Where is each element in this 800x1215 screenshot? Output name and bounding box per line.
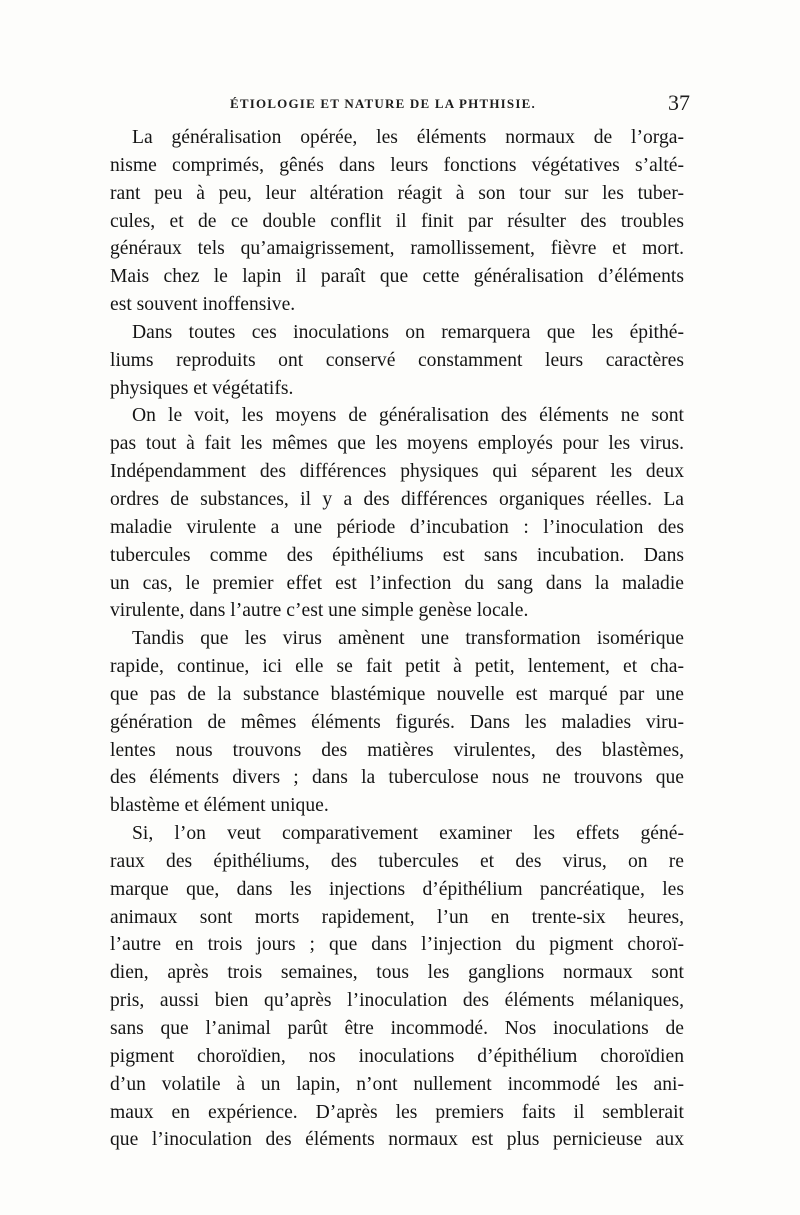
text-line: pigment choroïdien, nos inoculations d’épithélium choroïdien bbox=[110, 1045, 684, 1067]
text-line: maladie virulente a une période d’incubation : l’inoculation des bbox=[110, 516, 684, 538]
text-line: que l’inoculation des éléments normaux est plus pernicieuse aux bbox=[110, 1129, 684, 1151]
text-line: généraux tels qu’amaigrissement, ramollissement, fièvre et mort. bbox=[110, 238, 684, 260]
text-line: Tandis que les virus amènent une transformation isomérique bbox=[132, 628, 684, 650]
text-line: nisme comprimés, gênés dans leurs fonctions végétatives s’alté- bbox=[110, 154, 684, 176]
text-line: génération de mêmes éléments figurés. Dans les maladies viru- bbox=[110, 711, 684, 733]
text-line: physiques et végétatifs. bbox=[110, 377, 294, 399]
text-line: est souvent inoffensive. bbox=[110, 294, 296, 316]
text-line: raux des épithéliums, des tubercules et des virus, on re bbox=[110, 850, 684, 872]
text-line: pris, aussi bien qu’après l’inoculation des éléments mélaniques, bbox=[110, 990, 684, 1012]
text-line: On le voit, les moyens de généralisation des éléments ne sont bbox=[132, 405, 684, 427]
text-line: que pas de la substance blastémique nouvelle est marqué par une bbox=[110, 683, 684, 705]
text-line: animaux sont morts rapidement, l’un en trente-six heures, bbox=[110, 906, 684, 928]
text-line: rapide, continue, ici elle se fait petit à petit, lentement, et cha- bbox=[110, 656, 684, 678]
text-line: pas tout à fait les mêmes que les moyens employés pour les virus. bbox=[110, 433, 684, 455]
text-line: des éléments divers ; dans la tuberculose nous ne trouvons que bbox=[110, 767, 684, 789]
text-line: marque que, dans les injections d’épithélium pancréatique, les bbox=[110, 878, 684, 900]
text-line: Indépendamment des différences physiques qui séparent les deux bbox=[110, 461, 684, 483]
body-text bbox=[110, 124, 684, 1154]
running-head bbox=[110, 90, 690, 120]
text-line: blastème et élément unique. bbox=[110, 795, 329, 817]
text-line: cules, et de ce double conflit il finit par résulter des troubles bbox=[110, 210, 684, 232]
page-number: 37 bbox=[668, 90, 690, 115]
text-line: ordres de substances, il y a des différences organiques réelles. La bbox=[110, 488, 684, 510]
text-line: tubercules comme des épithéliums est sans incubation. Dans bbox=[110, 544, 684, 566]
text-line: sans que l’animal parût être incommodé. Nos inoculations de bbox=[110, 1018, 684, 1039]
text-line: d’un volatile à un lapin, n’ont nullement incommodé les ani- bbox=[110, 1073, 684, 1095]
text-line: virulente, dans l’autre c’est une simple genèse locale. bbox=[110, 600, 529, 622]
text-line: Dans toutes ces inoculations on remarquera que les épithé- bbox=[132, 321, 684, 343]
text-line: dien, après trois semaines, tous les ganglions normaux sont bbox=[110, 962, 684, 984]
text-line: l’autre en trois jours ; que dans l’injection du pigment choroï- bbox=[110, 934, 684, 956]
text-line: liums reproduits ont conservé constamment leurs caractères bbox=[110, 349, 684, 371]
text-line: Si, l’on veut comparativement examiner les effets géné- bbox=[132, 823, 684, 845]
text-line: un cas, le premier effet est l’infection du sang dans la maladie bbox=[110, 572, 684, 594]
running-title: ÉTIOLOGIE ET NATURE DE LA PHTHISIE. bbox=[230, 96, 536, 111]
text-line: rant peu à peu, leur altération réagit à son tour sur les tuber- bbox=[110, 182, 684, 204]
text-line: lentes nous trouvons des matières virulentes, des blastèmes, bbox=[110, 739, 684, 761]
text-line: maux en expérience. D’après les premiers faits il semblerait bbox=[110, 1101, 684, 1123]
text-line: La généralisation opérée, les éléments normaux de l’orga- bbox=[132, 127, 684, 148]
text-line: Mais chez le lapin il paraît que cette généralisation d’éléments bbox=[110, 266, 684, 288]
